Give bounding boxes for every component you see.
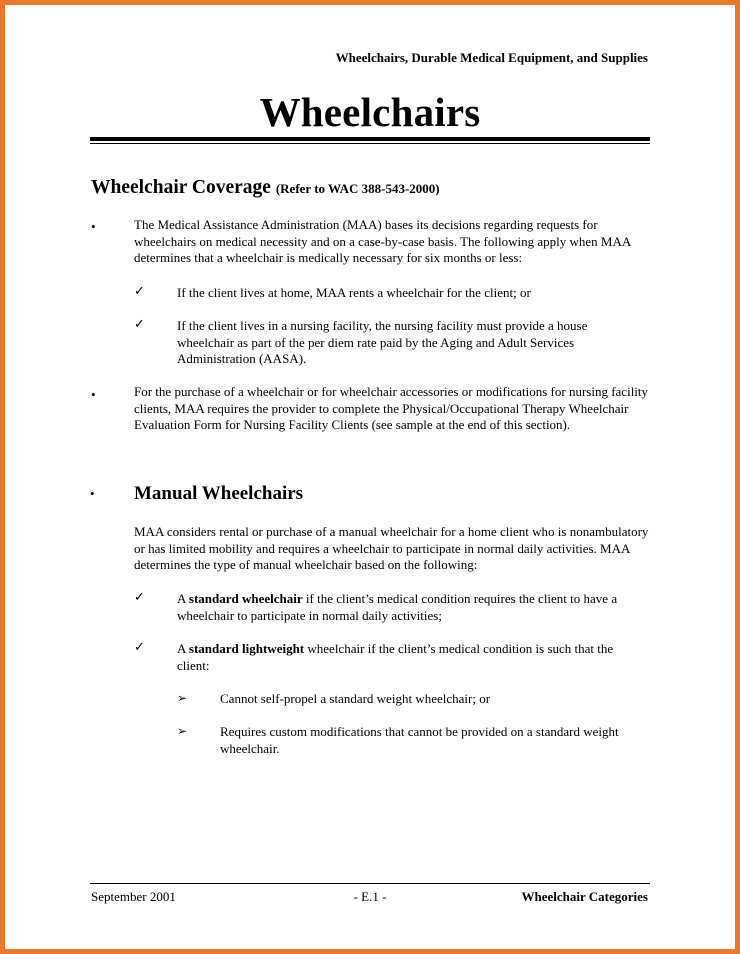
manual-sub-item-2: Requires custom modifications that cannot be provided on a standard weight wheelchair. — [220, 724, 619, 756]
manual-check-2-prefix: A — [177, 641, 189, 656]
section-heading-coverage — [91, 177, 440, 199]
checkmark-icon: ✓ — [134, 639, 145, 654]
manual-check-2-rest: wheelchair if the client’s medical condition is such that the client: — [177, 641, 614, 673]
checkmark-icon: ✓ — [134, 316, 145, 331]
manual-check-1-prefix: A — [177, 591, 189, 606]
section-heading-text: Wheelchair Coverage — [91, 177, 271, 198]
footer-page-number: - E.1 - — [353, 889, 387, 904]
page-title: Wheelchairs — [259, 89, 481, 135]
manual-check-1-bold: standard wheelchair — [188, 591, 303, 606]
manual-sub-item-1: Cannot self-propel a standard weight wheelchair; or — [220, 691, 491, 706]
subsection-heading-manual: Manual Wheelchairs — [134, 483, 304, 504]
wac-reference: (Refer to WAC 388-543-2000) — [275, 181, 440, 196]
coverage-check-2: If the client lives in a nursing facility, the nursing facility must provide a house wheelchair as part of the per diem rate paid by the Aging and Adult Services Administration (AASA). — [177, 318, 588, 366]
bullet-icon: • — [91, 219, 96, 234]
manual-check-1 — [177, 591, 647, 624]
coverage-paragraph-2: For the purchase of a wheelchair or for wheelchair accessories or modifications for nursing facility clients, MAA requires the provider to complete the Physical/Occupational Therapy Wheelchair Evaluation Form for Nursing Facility Clients (see sample at the end of this section). — [134, 384, 649, 432]
footer-date: September 2001 — [91, 889, 176, 904]
manual-check-2-bold: standard lightweight — [188, 641, 305, 656]
footer-section-title: Wheelchair Categories — [521, 889, 648, 904]
bullet-icon: • — [91, 387, 96, 402]
checkmark-icon: ✓ — [134, 589, 145, 604]
title-rule-thick — [90, 137, 650, 141]
bullet-icon: • — [90, 486, 95, 501]
footer-rule — [90, 883, 650, 884]
running-head: Wheelchairs, Durable Medical Equipment, and Supplies — [335, 50, 648, 65]
checkmark-icon: ✓ — [134, 283, 145, 298]
coverage-paragraph-1: The Medical Assistance Administration (MAA) bases its decisions regarding requests for wheelchairs on medical necessity and on a case-by-case basis. The following apply when MAA determines that a wheelchair is medically necessary for six months or less: — [134, 217, 631, 265]
coverage-check-1: If the client lives at home, MAA rents a wheelchair for the client; or — [177, 285, 531, 300]
arrow-bullet-icon: ➢ — [177, 691, 188, 705]
manual-check-1-rest: if the client’s medical condition requires the client to have a wheelchair to participate in normal daily activities; — [177, 591, 618, 623]
title-rule-thin — [90, 143, 650, 144]
arrow-bullet-icon: ➢ — [177, 724, 188, 738]
manual-intro-paragraph: MAA considers rental or purchase of a manual wheelchair for a home client who is nonambulatory or has limited mobility and requires a wheelchair to participate in normal daily activities. MAA determines the type of manual wheelchair based on the following: — [134, 524, 649, 572]
manual-check-2 — [177, 641, 647, 674]
